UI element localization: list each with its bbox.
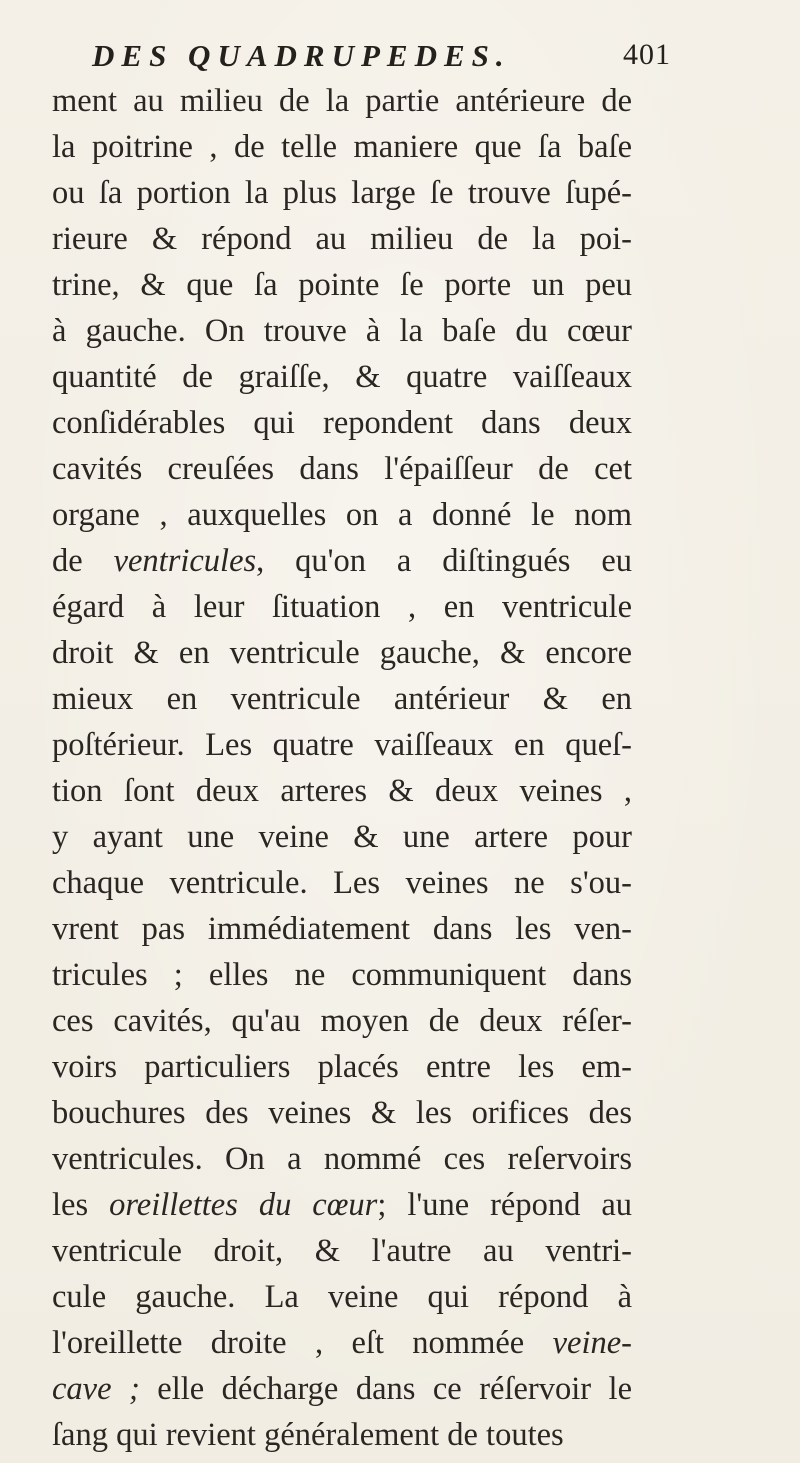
- text-line: mieux en ventricule antérieur & en: [52, 681, 632, 717]
- body-text: [52, 78, 632, 1458]
- text-line: voirs particuliers placés entre les em-: [52, 1049, 632, 1085]
- text-line: chaque ventricule. Les veines ne s'ou-: [52, 865, 632, 901]
- italic-term-cave: cave ;: [52, 1371, 140, 1407]
- italic-term-veine-cave: veine-: [552, 1325, 632, 1361]
- italic-term-oreillettes: oreillettes du cœur: [109, 1187, 378, 1223]
- text-line: cave ; elle décharge dans ce réſervoir le: [52, 1371, 632, 1407]
- text-line: égard à leur ſituation , en ventricule: [52, 589, 632, 625]
- text-line: de ventricules, qu'on a diſtingués eu: [52, 543, 632, 579]
- text-line: la poitrine , de telle maniere que ſa baſe: [52, 129, 632, 165]
- text-line: ou ſa portion la plus large ſe trouve ſupé-: [52, 175, 632, 211]
- text-line: l'oreillette droite , eſt nommée veine-: [52, 1325, 632, 1361]
- text-line: cule gauche. La veine qui répond à: [52, 1279, 632, 1315]
- text-line: ces cavités, qu'au moyen de deux réſer-: [52, 1003, 632, 1039]
- text-line: cavités creuſées dans l'épaiſſeur de cet: [52, 451, 632, 487]
- text-line: trine, & que ſa pointe ſe porte un peu: [52, 267, 632, 303]
- text-line: organe , auxquelles on a donné le nom: [52, 497, 632, 533]
- text-line: à gauche. On trouve à la baſe du cœur: [52, 313, 632, 349]
- text-line: les oreillettes du cœur; l'une répond au: [52, 1187, 633, 1223]
- text-line: rieure & répond au milieu de la poi-: [52, 221, 632, 257]
- text-line: ſang qui revient généralement de toutes: [52, 1417, 564, 1453]
- text-line: y ayant une veine & une artere pour: [52, 819, 632, 855]
- page-number: 401: [623, 38, 671, 71]
- text-line: poſtérieur. Les quatre vaiſſeaux en queſ-: [52, 727, 632, 763]
- text-line: bouchures des veines & les orifices des: [52, 1095, 632, 1131]
- text-line: droit & en ventricule gauche, & encore: [52, 635, 632, 671]
- running-header: [92, 34, 630, 82]
- text-line: conſidérables qui repondent dans deux: [52, 405, 632, 441]
- text-line: ventricule droit, & l'autre au ventri-: [52, 1233, 632, 1269]
- italic-term-ventricules: ventricules: [113, 543, 257, 579]
- text-line: vrent pas immédiatement dans les ven-: [52, 911, 632, 947]
- text-line: ventricules. On a nommé ces reſervoirs: [52, 1141, 632, 1177]
- text-line: tricules ; elles ne communiquent dans: [52, 957, 632, 993]
- running-title: DES QUADRUPEDES.: [92, 38, 511, 73]
- text-line: tion ſont deux arteres & deux veines ,: [52, 773, 632, 809]
- text-line: quantité de graiſſe, & quatre vaiſſeaux: [52, 359, 632, 395]
- text-line: ment au milieu de la partie antérieure de: [52, 83, 632, 119]
